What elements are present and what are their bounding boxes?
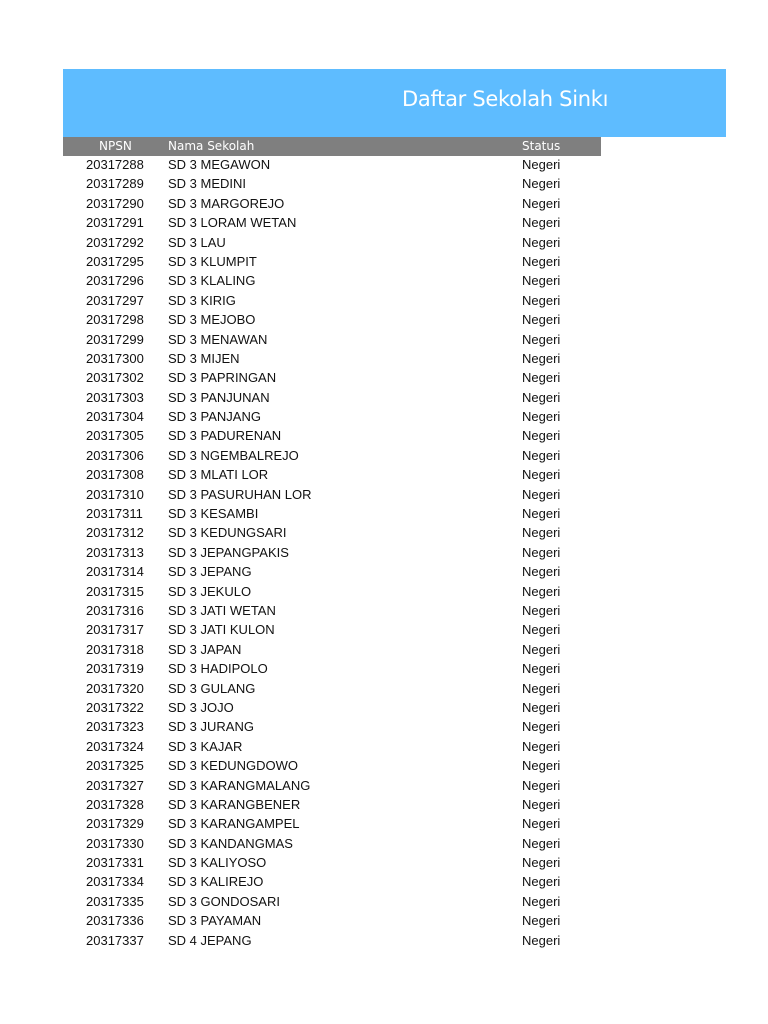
status-cell: Negeri <box>522 215 561 231</box>
status-cell: Negeri <box>522 816 561 832</box>
npsn-cell: 20317320 <box>86 680 144 696</box>
nama-sekolah-cell: SD 3 PASURUHAN LOR <box>168 486 312 502</box>
status-cell: Negeri <box>522 855 561 871</box>
nama-sekolah-cell: SD 3 MEJOBO <box>168 312 256 328</box>
nama-sekolah-cell: SD 3 KIRIG <box>168 292 236 308</box>
status-cell: Negeri <box>522 350 561 366</box>
npsn-cell: 20317316 <box>86 602 144 618</box>
npsn-cell: 20317322 <box>86 699 144 715</box>
npsn-cell: 20317335 <box>86 893 144 909</box>
npsn-cell: 20317330 <box>86 835 144 851</box>
npsn-cell: 20317336 <box>86 913 144 929</box>
table-row <box>63 466 601 485</box>
status-cell: Negeri <box>522 661 561 677</box>
status-cell: Negeri <box>522 389 561 405</box>
table-row <box>63 680 601 699</box>
status-cell: Negeri <box>522 234 561 250</box>
nama-sekolah-cell: SD 3 MEGAWON <box>168 157 271 172</box>
npsn-cell: 20317288 <box>86 157 144 172</box>
npsn-cell: 20317317 <box>86 622 144 638</box>
table-row <box>63 583 601 602</box>
nama-sekolah-cell: SD 3 PANJANG <box>168 409 261 425</box>
status-cell: Negeri <box>522 583 561 599</box>
npsn-cell: 20317308 <box>86 467 144 483</box>
npsn-cell: 20317337 <box>86 932 144 948</box>
status-cell: Negeri <box>522 680 561 696</box>
nama-sekolah-cell: SD 3 MARGOREJO <box>168 195 285 211</box>
nama-sekolah-cell: SD 3 JATI WETAN <box>168 602 276 618</box>
status-cell: Negeri <box>522 544 561 560</box>
nama-sekolah-cell: SD 3 JEPANGPAKIS <box>168 544 289 560</box>
table-row <box>63 175 601 194</box>
npsn-cell: 20317331 <box>86 855 144 871</box>
nama-sekolah-cell: SD 3 PADURENAN <box>168 428 282 444</box>
table-row <box>63 427 601 446</box>
nama-sekolah-cell: SD 3 LAU <box>168 234 226 250</box>
nama-sekolah-cell: SD 3 LORAM WETAN <box>168 215 297 231</box>
status-cell: Negeri <box>522 428 561 444</box>
npsn-cell: 20317328 <box>86 796 144 812</box>
status-cell: Negeri <box>522 758 561 774</box>
status-cell: Negeri <box>522 835 561 851</box>
table-row <box>63 195 601 214</box>
table-row <box>63 757 601 776</box>
table-row <box>63 311 601 330</box>
nama-sekolah-cell: SD 3 KALIREJO <box>168 874 264 890</box>
status-cell: Negeri <box>522 699 561 715</box>
header-nama-sekolah: Nama Sekolah <box>168 139 255 153</box>
table-row <box>63 214 601 233</box>
npsn-cell: 20317298 <box>86 312 144 328</box>
table-row <box>63 253 601 272</box>
table-row <box>63 660 601 679</box>
npsn-cell: 20317319 <box>86 661 144 677</box>
nama-sekolah-cell: SD 3 MLATI LOR <box>168 467 269 483</box>
status-cell: Negeri <box>522 370 561 386</box>
nama-sekolah-cell: SD 3 JOJO <box>168 699 234 715</box>
table-row <box>63 272 601 291</box>
npsn-cell: 20317304 <box>86 409 144 425</box>
nama-sekolah-cell: SD 3 MENAWAN <box>168 331 268 347</box>
school-table-body <box>63 156 601 951</box>
status-cell: Negeri <box>522 602 561 618</box>
table-row <box>63 234 601 253</box>
table-row <box>63 563 601 582</box>
table-row <box>63 815 601 834</box>
table-row <box>63 602 601 621</box>
status-cell: Negeri <box>522 564 561 580</box>
nama-sekolah-cell: SD 3 KARANGMALANG <box>168 777 311 793</box>
nama-sekolah-cell: SD 3 KALIYOSO <box>168 855 267 871</box>
table-row <box>63 331 601 350</box>
status-cell: Negeri <box>522 157 561 172</box>
table-row <box>63 873 601 892</box>
table-row <box>63 447 601 466</box>
table-row <box>63 699 601 718</box>
page-title: Daftar Sekolah Sinkı <box>402 87 609 111</box>
npsn-cell: 20317325 <box>86 758 144 774</box>
status-cell: Negeri <box>522 312 561 328</box>
table-row <box>63 544 601 563</box>
status-cell: Negeri <box>522 292 561 308</box>
status-cell: Negeri <box>522 874 561 890</box>
status-cell: Negeri <box>522 195 561 211</box>
title-banner <box>63 69 726 137</box>
status-cell: Negeri <box>522 176 561 192</box>
table-header <box>63 137 601 156</box>
nama-sekolah-cell: SD 3 JEKULO <box>168 583 252 599</box>
npsn-cell: 20317291 <box>86 215 144 231</box>
status-cell: Negeri <box>522 525 561 541</box>
status-cell: Negeri <box>522 273 561 289</box>
header-status: Status <box>522 139 561 153</box>
npsn-cell: 20317289 <box>86 176 144 192</box>
table-row <box>63 835 601 854</box>
header-npsn: NPSN <box>99 139 132 153</box>
nama-sekolah-cell: SD 3 PANJUNAN <box>168 389 270 405</box>
table-row <box>63 486 601 505</box>
nama-sekolah-cell: SD 3 KAJAR <box>168 738 243 754</box>
npsn-cell: 20317334 <box>86 874 144 890</box>
npsn-cell: 20317290 <box>86 195 144 211</box>
nama-sekolah-cell: SD 3 MEDINI <box>168 176 247 192</box>
nama-sekolah-cell: SD 3 JATI KULON <box>168 622 275 638</box>
npsn-cell: 20317318 <box>86 641 144 657</box>
status-cell: Negeri <box>522 409 561 425</box>
npsn-cell: 20317327 <box>86 777 144 793</box>
npsn-cell: 20317295 <box>86 253 144 269</box>
nama-sekolah-cell: SD 3 KLALING <box>168 273 256 289</box>
nama-sekolah-cell: SD 3 PAYAMAN <box>168 913 262 929</box>
table-row <box>63 854 601 873</box>
table-row <box>63 389 601 408</box>
npsn-cell: 20317305 <box>86 428 144 444</box>
status-cell: Negeri <box>522 893 561 909</box>
npsn-cell: 20317306 <box>86 447 144 463</box>
status-cell: Negeri <box>522 486 561 502</box>
status-cell: Negeri <box>522 467 561 483</box>
nama-sekolah-cell: SD 3 JEPANG <box>168 564 252 580</box>
table-row <box>63 350 601 369</box>
table-row <box>63 641 601 660</box>
nama-sekolah-cell: SD 3 HADIPOLO <box>168 661 268 677</box>
nama-sekolah-cell: SD 3 JAPAN <box>168 641 242 657</box>
npsn-cell: 20317312 <box>86 525 144 541</box>
table-row <box>63 369 601 388</box>
npsn-cell: 20317302 <box>86 370 144 386</box>
nama-sekolah-cell: SD 3 JURANG <box>168 719 254 735</box>
table-row <box>63 505 601 524</box>
nama-sekolah-cell: SD 3 KARANGAMPEL <box>168 816 300 832</box>
table-row <box>63 524 601 543</box>
npsn-cell: 20317303 <box>86 389 144 405</box>
status-cell: Negeri <box>522 932 561 948</box>
table-row <box>63 718 601 737</box>
table-row <box>63 156 601 175</box>
status-cell: Negeri <box>522 506 561 522</box>
npsn-cell: 20317329 <box>86 816 144 832</box>
table-row <box>63 621 601 640</box>
table-row <box>63 912 601 931</box>
status-cell: Negeri <box>522 253 561 269</box>
nama-sekolah-cell: SD 3 KARANGBENER <box>168 796 301 812</box>
status-cell: Negeri <box>522 331 561 347</box>
status-cell: Negeri <box>522 622 561 638</box>
nama-sekolah-cell: SD 3 MIJEN <box>168 350 240 366</box>
status-cell: Negeri <box>522 719 561 735</box>
npsn-cell: 20317299 <box>86 331 144 347</box>
npsn-cell: 20317311 <box>86 506 143 522</box>
table-row <box>63 932 601 951</box>
npsn-cell: 20317292 <box>86 234 144 250</box>
npsn-cell: 20317300 <box>86 350 144 366</box>
npsn-cell: 20317324 <box>86 738 144 754</box>
table-row <box>63 777 601 796</box>
npsn-cell: 20317313 <box>86 544 144 560</box>
npsn-cell: 20317296 <box>86 273 144 289</box>
npsn-cell: 20317310 <box>86 486 144 502</box>
nama-sekolah-cell: SD 3 KESAMBI <box>168 506 259 522</box>
nama-sekolah-cell: SD 3 PAPRINGAN <box>168 370 277 386</box>
npsn-cell: 20317315 <box>86 583 144 599</box>
npsn-cell: 20317314 <box>86 564 144 580</box>
nama-sekolah-cell: SD 3 NGEMBALREJO <box>168 447 299 463</box>
status-cell: Negeri <box>522 777 561 793</box>
table-row <box>63 796 601 815</box>
nama-sekolah-cell: SD 3 KEDUNGSARI <box>168 525 287 541</box>
table-row <box>63 738 601 757</box>
nama-sekolah-cell: SD 3 KLUMPIT <box>168 253 257 269</box>
table-row <box>63 408 601 427</box>
status-cell: Negeri <box>522 738 561 754</box>
nama-sekolah-cell: SD 3 GULANG <box>168 680 256 696</box>
nama-sekolah-cell: SD 3 KANDANGMAS <box>168 835 293 851</box>
status-cell: Negeri <box>522 913 561 929</box>
table-row <box>63 292 601 311</box>
table-row <box>63 893 601 912</box>
status-cell: Negeri <box>522 796 561 812</box>
nama-sekolah-cell: SD 4 JEPANG <box>168 932 252 948</box>
npsn-cell: 20317297 <box>86 292 144 308</box>
status-cell: Negeri <box>522 641 561 657</box>
status-cell: Negeri <box>522 447 561 463</box>
npsn-cell: 20317323 <box>86 719 144 735</box>
nama-sekolah-cell: SD 3 KEDUNGDOWO <box>168 758 299 774</box>
nama-sekolah-cell: SD 3 GONDOSARI <box>168 893 280 909</box>
